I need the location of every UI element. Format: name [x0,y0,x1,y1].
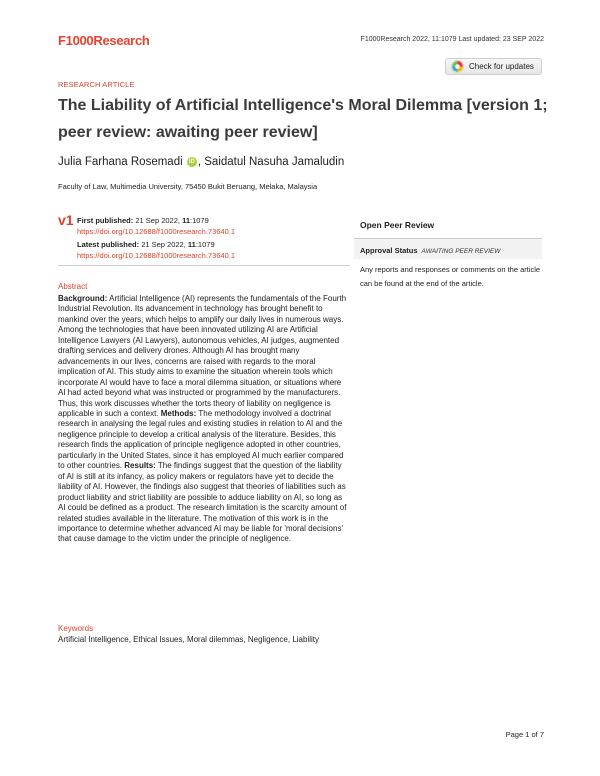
open-peer-review-panel [354,212,542,291]
affiliation: Faculty of Law, Multimedia University, 75450 Bukit Beruang, Melaka, Malaysia [58,182,318,191]
author-2[interactable]: Saidatul Nasuha Jamaludin [204,156,345,168]
latest-published-number: :1079 [195,240,215,249]
latest-published-volume: 11 [187,240,196,249]
author-list [58,156,344,168]
keywords-list: Artificial Intelligence, Ethical Issues, Moral dilemmas, Negligence, Liability [58,635,319,644]
peer-review-note: Any reports and responses or comments on the article can be found at the end of the article. [360,265,541,288]
author-1[interactable]: Julia Farhana Rosemadi [58,156,183,168]
latest-published-date: 21 Sep 2022, [141,240,186,249]
f1000research-logo[interactable] [58,33,150,48]
background-text: Artificial Intelligence (AI) represents the fundamentals of the Fourth Industrial Revolution. Its advancement in technology has brought benefit to mankind over the years, which helps to amplify our daily lives in numerous ways. Among the technologies that have been innovated utilizing AI are Artificial Intelligence Lawyers (AI Lawyers), autonomous vehicles, AI judges, augmented drafting services and delivery drones. Although AI has brought many advancements in our lives, concerns are raised with regards to the moral implication of AI. This study aims to examine the situation wherein tools which incorporate AI would have to face a moral dilemma situation, or situations where AI had acted beyond what was instructed or programmed by the manufacturers. Thus, this work discusses whether the torts theory of liability on negligence is applicable in such a context. [58,294,347,418]
open-peer-review-title: Open Peer Review [360,220,435,230]
logo-prefix: F1000 [58,33,94,48]
latest-published-label: Latest published: [77,240,140,249]
logo-suffix: Research [93,33,150,48]
approval-status-label: Approval Status [360,246,418,255]
results-text: The findings suggest that the question of the liability of AI is still at its infancy, as policy makers or regulators have yet to decide the liability of AI. However, the findings also suggest that theories of liabilities such as product liability and strict liability are possible to adduce liability on AI, so long as AI could be defined as a product. The research limitation is the scarcity amount of related studies available in the literature. The motivation of this work is in the importance to determine whether advanced AI may be liable for 'moral decisions' that cause damage to the victim under the principle of negligence. [58,461,347,544]
first-published-volume: 11 [182,216,190,225]
author-separator: , [197,156,205,168]
latest-published-doi-link[interactable]: https://doi.org/10.12688/f1000research.73640.1 [77,250,236,260]
publication-info [77,216,235,264]
abstract-heading: Abstract [58,282,88,291]
divider [58,265,350,266]
approval-status-row [354,239,542,259]
first-published-doi-link[interactable]: https://doi.org/10.12688/f1000research.73640.1 [77,226,236,236]
latest-published-block [77,240,235,261]
abstract-body [58,294,350,545]
page-number: Page 1 of 7 [505,730,544,739]
methods-label: Methods: [160,408,197,418]
orcid-icon[interactable]: iD [188,159,195,165]
first-published-date: 21 Sep 2022, [135,216,180,225]
article-title: The Liability of Artificial Intelligence's Moral Dilemma [version 1; peer review: awaiting peer review] [58,97,548,141]
first-published-block [77,216,235,237]
version-badge: v1 [58,212,74,228]
check-for-updates-label: Check for updates [469,62,534,71]
keywords-heading: Keywords [58,624,94,633]
first-published-label: First published: [77,216,134,225]
approval-status-value: AWAITING PEER REVIEW [421,248,501,255]
methods-text: The methodology involved a doctrinal research in analysing the legal rules and existing studies in relation to AI and the negligence principle to develop a critical analysis of the literature. Besides, this research finds the application of principle negligence adopted in other countries, particularly in the United States, since it has employed AI much earlier compared to other countries. [58,408,344,471]
background-label: Background: [58,294,108,303]
results-label: Results: [124,461,156,471]
citation-line: F1000Research 2022, 11:1079 Last updated: 23 SEP 2022 [360,36,544,43]
crossmark-icon [451,60,464,73]
check-for-updates-button[interactable] [445,58,542,75]
article-type: RESEARCH ARTICLE [58,80,135,89]
first-published-number: :1079 [190,216,209,225]
